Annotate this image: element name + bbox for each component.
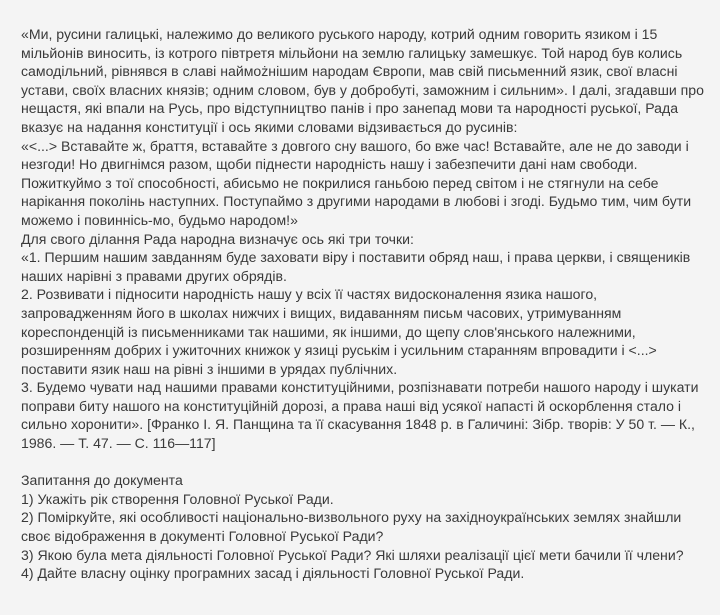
question-item: 3) Якою була мета діяльності Головної Руської Ради? Які шляхи реалізації цієї мети бачили її члени? xyxy=(21,546,684,563)
intro-points: Для свого ділання Рада народна визначує ось які три точки: xyxy=(21,230,414,247)
quote-paragraph: «Ми, русини галицькі, належимо до великого руського народу, котрий одним говорить язиком і 15 мільйонів виносить, із котрого півтретя мільйони на землю галицьку замешкує. Той народ був колись самодільний, рівнявся в славі наймożнішим народам Європи, мав свій письменний язик, свої власні устави, своїх власних князів; одним словом, був у добробуті, заможним і сильним». І далі, згадавши про нещастя, які впали на Русь, про відступництво панів і про занепад мови та народності руської, Рада вказує на надання конституції і ось якими словами відзивається до русинів: xyxy=(21,26,704,135)
appeal-paragraph: «<...> Вставайте ж, браття, вставайте з довгого сну вашого, бо вже час! Вставайте, але не до заводи і незгоди! Но двигнімся разом, щоби піднести народність нашу і забезпечити дані нам свободи. Пожиткуймо з тої способності, абисьмо не покрилися ганьбою перед світом і не стягнули на себе нарікання поколінь наступних. Поступаймо з другими народами в любові і згоді. Будьмо тим, чим бути можемо і повиннісь-мо, будьмо народом!» xyxy=(21,137,692,228)
question-item: 1) Укажіть рік створення Головної Руської Ради. xyxy=(21,490,334,507)
point-2: 2. Розвивати і підносити народність нашу у всіх її частях видосконалення язика нашого, запровадженням його в школах нижчих і вищих, видаванням письм часових, утримуванням кореспонденцій із письменниками так нашими, як іншими, до щепу слов'янського належними, розширенням добрих і ужиточних книжок у язиці руськім і усильним старанням впровадити і <...> поставити язик наш на рівні з іншими в урядах публічних. xyxy=(21,286,657,377)
point-1: «1. Першим нашим завданням буде заховати віру і поставити обряд наш, і права церкви, і священиків наших нарівні з правами других обрядів. xyxy=(21,249,691,284)
section-gap xyxy=(21,453,708,472)
question-item: 4) Дайте власну оцінку програмних засад і діяльності Головної Руської Ради. xyxy=(21,565,525,582)
questions-heading: Запитання до документа xyxy=(21,472,183,489)
question-item: 2) Поміркуйте, які особливості національно-визвольного руху на західноукраїнських землях знайшли своє відображення в документі Головної Руської Ради? xyxy=(21,509,682,545)
questions-section xyxy=(21,471,708,583)
point-3: 3. Будемо чувати над нашими правами конституційними, розпізнавати потреби нашого народу і шукати поправи биту нашого на конституційній дорозі, а права наші від усякої напасті й оскорблення стало і сильно хоронити». [Франко І. Я. Панщина та її скасування 1848 р. в Галичині: Зібр. творів: У 50 т. — К., 1986. — Т. 47. — С. 116—117] xyxy=(21,379,699,452)
